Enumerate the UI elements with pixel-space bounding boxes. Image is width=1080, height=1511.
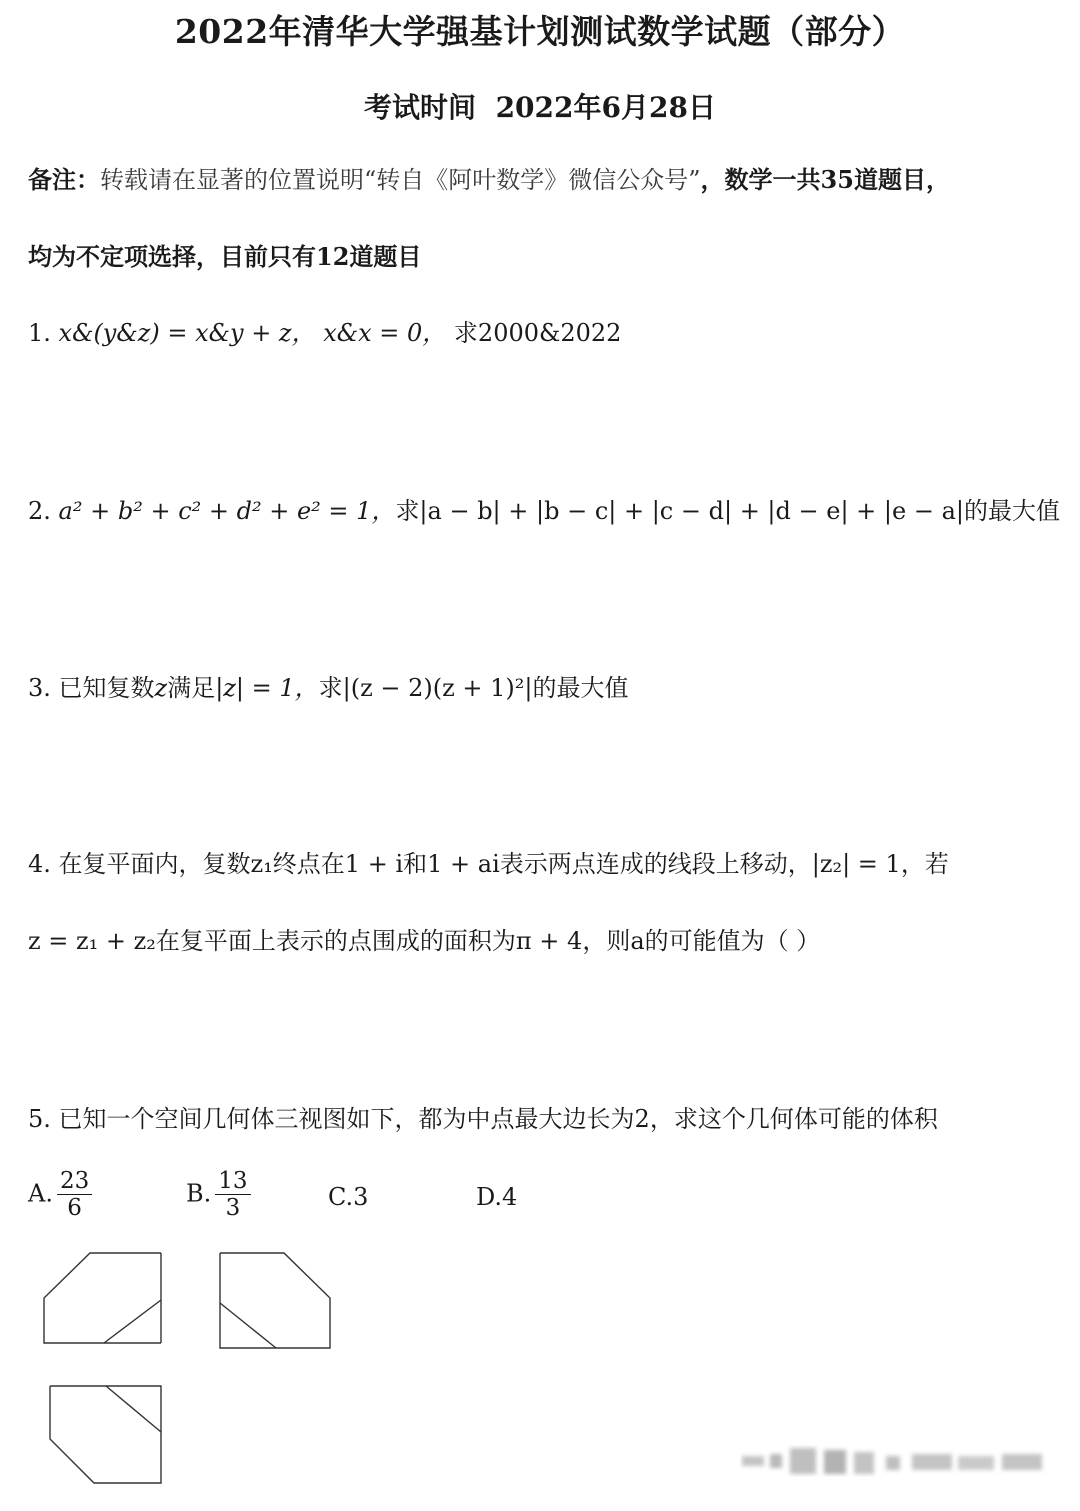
- option-c: [328, 1183, 368, 1211]
- front-view-figure: [40, 1248, 166, 1348]
- question-4-line-2: [28, 926, 820, 957]
- option-label: D.4: [476, 1183, 518, 1211]
- question-5: [28, 1104, 938, 1135]
- option-label: C.3: [328, 1183, 369, 1211]
- option-d: [476, 1183, 517, 1211]
- note-label: 备注：: [28, 165, 100, 194]
- question-text-mid: 满足: [167, 674, 216, 702]
- question-math-2: |z| = 1，: [215, 674, 319, 702]
- note-text: 转载请在显著的位置说明“转自《阿叶数学》微信公众号”: [100, 166, 701, 194]
- question-number: 1.: [28, 319, 51, 347]
- fraction-denominator: 3: [225, 1195, 241, 1222]
- question-2: [28, 496, 1060, 527]
- exam-time-label: 考试时间: [364, 91, 477, 124]
- question-number: 2.: [28, 497, 51, 525]
- option-label: A.: [28, 1179, 53, 1208]
- question-number: 3.: [28, 674, 51, 702]
- question-math: a² + b² + c² + d² + e² = 1，: [58, 497, 396, 525]
- blurred-watermark: [740, 1444, 1050, 1478]
- question-text: 求|a − b| + |b − c| + |c − d| + |d − e| + |e − a|的最大值: [395, 497, 1060, 525]
- question-text: 求2000&2022: [453, 319, 622, 347]
- question-text: 在复平面内，复数z₁终点在1 + i和1 + ai表示两点连成的线段上移动，|z₂| = 1，若: [58, 850, 949, 878]
- option-fraction: [57, 1168, 92, 1222]
- page-title: 2022年清华大学强基计划测试数学试题（部分）: [174, 12, 906, 51]
- question-number: 5.: [28, 1105, 51, 1133]
- question-math: z: [154, 674, 168, 702]
- note-line-2: [28, 243, 421, 272]
- fraction-numerator: 23: [57, 1168, 92, 1195]
- option-a: [28, 1168, 92, 1222]
- option-label: B.: [186, 1179, 212, 1208]
- fraction-denominator: 6: [67, 1195, 82, 1222]
- exam-date: 2022年6月28日: [495, 91, 716, 124]
- question-text: 已知一个空间几何体三视图如下，都为中点最大边长为2，求这个几何体可能的体积: [58, 1105, 938, 1133]
- question-text-pre: 已知复数: [58, 674, 155, 702]
- note-line-1: [28, 166, 950, 195]
- question-text: 求|(z − 2)(z + 1)²|的最大值: [318, 674, 629, 702]
- question-text: z = z₁ + z₂在复平面上表示的点围成的面积为π + 4，则a的可能值为（ ）: [28, 927, 821, 955]
- question-3: [28, 673, 628, 704]
- question-math: x&(y&z) = x&y + z， x&x = 0，: [58, 319, 447, 347]
- exam-time: [0, 86, 1080, 126]
- question-4-line-1: [28, 849, 949, 880]
- side-view-figure: [216, 1248, 334, 1352]
- note-bold-tail: ，数学一共35道题目，: [700, 165, 950, 194]
- question-1: [28, 318, 621, 349]
- question-number: 4.: [28, 850, 51, 878]
- top-view-figure: [44, 1382, 166, 1488]
- note-line2-text: 均为不定项选择，目前只有12道题目: [28, 242, 422, 271]
- option-b: [186, 1168, 251, 1222]
- fraction-numerator: 13: [215, 1168, 250, 1195]
- option-fraction: [215, 1168, 250, 1222]
